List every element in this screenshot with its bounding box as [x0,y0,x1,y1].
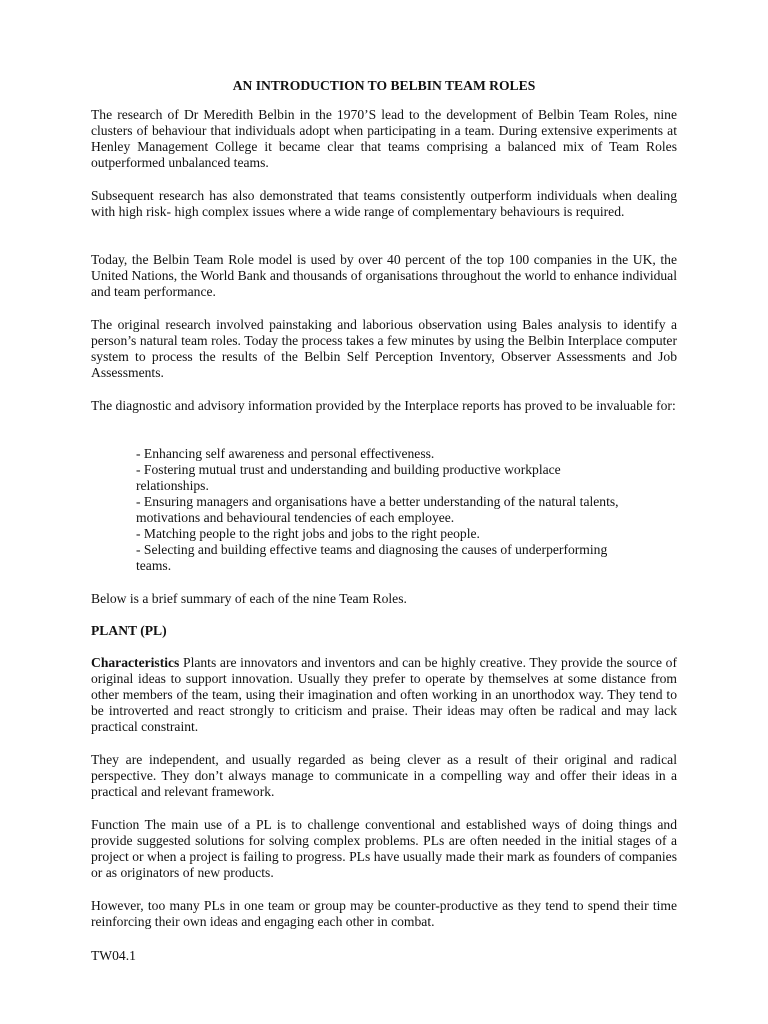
list-item: - Enhancing self awareness and personal effectiveness. [136,446,435,461]
plant-function-paragraph: Function The main use of a PL is to challenge conventional and established ways of doing things and provide suggested solutions for solving complex problems. PLs are often needed in the initial stages of a project or when a project is failing to progress. PLs have usually made their mark as founders of companies or as originators of new products. [91,817,677,880]
characteristics-text: Plants are innovators and inventors and can be highly creative. They provide the source of original ideas to support innovation. Usually they prefer to operate by themselves at some distance from other members of the team, using their imagination and often working in an unorthodox way. They tend to be introverted and react strongly to criticism and praise. Their ideas may often be radical and may lack practical constraint. [91,655,677,734]
intro-paragraph-4: The original research involved painstaking and laborious observation using Bales analysis to identify a person’s natural team roles. Today the process takes a few minutes by using the Belbin Interplace computer system to process the results of the Belbin Self Perception Inventory, Observer Assessments and Job Assessments. [91,317,677,380]
plant-heading: PLANT (PL) [91,623,167,638]
plant-characteristics [91,655,677,735]
benefits-list [136,446,636,574]
plant-independent-paragraph: They are independent, and usually regarded as being clever as a result of their original and radical perspective. They don’t always manage to communicate in a compelling way and offer their ideas in a practical and relevant framework. [91,752,677,799]
characteristics-label: Characteristics [91,655,180,670]
list-item: - Selecting and building effective teams and diagnosing the causes of underperforming teams. [136,542,608,573]
plant-however-paragraph: However, too many PLs in one team or group may be counter-productive as they tend to spend their time reinforcing their own ideas and engaging each other in combat. [91,898,677,929]
intro-paragraph-2: Subsequent research has also demonstrated that teams consistently outperform individuals when dealing with high risk- high complex issues where a wide range of complementary behaviours is required. [91,188,677,219]
list-item: - Fostering mutual trust and understanding and building productive workplace relationships. [136,462,561,493]
summary-intro: Below is a brief summary of each of the nine Team Roles. [91,591,407,606]
list-item: - Matching people to the right jobs and jobs to the right people. [136,526,480,541]
intro-paragraph-3: Today, the Belbin Team Role model is used by over 40 percent of the top 100 companies in the UK, the United Nations, the World Bank and thousands of organisations throughout the world to enhance individual and team performance. [91,252,677,299]
footer-code: TW04.1 [91,948,136,963]
intro-paragraph-1: The research of Dr Meredith Belbin in the 1970’S lead to the development of Belbin Team Roles, nine clusters of behaviour that individuals adopt when participating in a team. During extensive experiments at Henley Management College it became clear that teams comprising a balanced mix of Team Roles outperformed unbalanced teams. [91,107,677,170]
intro-paragraph-5: The diagnostic and advisory information provided by the Interplace reports has proved to be invaluable for: [91,398,676,413]
page-title: AN INTRODUCTION TO BELBIN TEAM ROLES [232,78,536,93]
list-item: - Ensuring managers and organisations have a better understanding of the natural talents, motivations and behavioural tendencies of each employee. [136,494,619,525]
